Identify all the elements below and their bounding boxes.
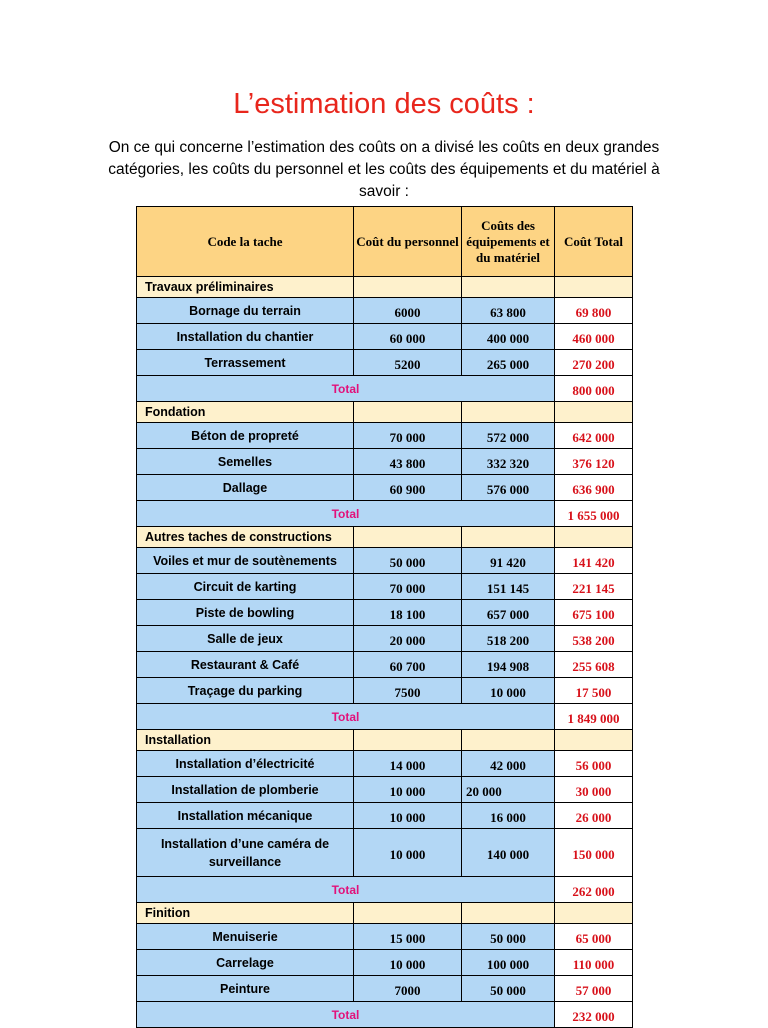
task-name: Salle de jeux [137,626,354,652]
table-row [137,829,633,877]
row-total-cost: 255 608 [555,652,633,678]
row-total-cost: 150 000 [555,829,633,877]
task-name: Béton de propreté [137,423,354,449]
row-total-cost: 30 000 [555,777,633,803]
task-name: Installation d’une caméra de surveillance [137,829,354,877]
equipment-cost: 10 000 [462,678,555,704]
personnel-cost: 70 000 [354,423,462,449]
table-row [137,678,633,704]
equipment-cost: 91 420 [462,548,555,574]
section-name: Installation [137,730,354,751]
empty-cell [555,527,633,548]
empty-cell [462,527,555,548]
empty-cell [462,730,555,751]
empty-cell [555,903,633,924]
cost-estimation-table [136,206,633,1028]
section-total-value: 1 655 000 [555,501,633,527]
table-row [137,548,633,574]
task-name: Installation de plomberie [137,777,354,803]
equipment-cost: 42 000 [462,751,555,777]
equipment-cost: 140 000 [462,829,555,877]
task-name: Terrassement [137,350,354,376]
equipment-cost: 20 000 [462,777,555,803]
section-total-row [137,877,633,903]
empty-cell [462,402,555,423]
personnel-cost: 6000 [354,298,462,324]
equipment-cost: 50 000 [462,976,555,1002]
row-total-cost: 642 000 [555,423,633,449]
task-name: Semelles [137,449,354,475]
row-total-cost: 56 000 [555,751,633,777]
section-row [137,527,633,548]
equipment-cost: 400 000 [462,324,555,350]
empty-cell [354,277,462,298]
row-total-cost: 270 200 [555,350,633,376]
table-row [137,777,633,803]
table-row [137,924,633,950]
task-name: Traçage du parking [137,678,354,704]
personnel-cost: 18 100 [354,600,462,626]
section-total-row [137,704,633,730]
table-row [137,475,633,501]
header-total: Coût Total [555,207,633,277]
table-row [137,600,633,626]
task-name: Piste de bowling [137,600,354,626]
equipment-cost: 50 000 [462,924,555,950]
row-total-cost: 141 420 [555,548,633,574]
row-total-cost: 460 000 [555,324,633,350]
personnel-cost: 10 000 [354,803,462,829]
equipment-cost: 518 200 [462,626,555,652]
row-total-cost: 221 145 [555,574,633,600]
task-name: Installation mécanique [137,803,354,829]
task-name: Circuit de karting [137,574,354,600]
task-name: Dallage [137,475,354,501]
row-total-cost: 376 120 [555,449,633,475]
table-header-row [137,207,633,277]
task-name: Peinture [137,976,354,1002]
table-row [137,751,633,777]
personnel-cost: 14 000 [354,751,462,777]
total-label: Total [137,877,555,903]
row-total-cost: 636 900 [555,475,633,501]
personnel-cost: 60 700 [354,652,462,678]
table-row [137,324,633,350]
task-name: Installation d’électricité [137,751,354,777]
task-name: Menuiserie [137,924,354,950]
personnel-cost: 10 000 [354,950,462,976]
table-row [137,652,633,678]
equipment-cost: 572 000 [462,423,555,449]
row-total-cost: 69 800 [555,298,633,324]
section-total-value: 800 000 [555,376,633,402]
personnel-cost: 7000 [354,976,462,1002]
personnel-cost: 10 000 [354,829,462,877]
personnel-cost: 60 000 [354,324,462,350]
personnel-cost: 10 000 [354,777,462,803]
total-label: Total [137,376,555,402]
personnel-cost: 70 000 [354,574,462,600]
personnel-cost: 60 900 [354,475,462,501]
table-row [137,950,633,976]
table-row [137,803,633,829]
personnel-cost: 20 000 [354,626,462,652]
section-name: Autres taches de constructions [137,527,354,548]
empty-cell [462,903,555,924]
section-total-value: 232 000 [555,1002,633,1028]
task-name: Restaurant & Café [137,652,354,678]
row-total-cost: 17 500 [555,678,633,704]
table-row [137,626,633,652]
section-name: Fondation [137,402,354,423]
total-label: Total [137,1002,555,1028]
equipment-cost: 100 000 [462,950,555,976]
intro-paragraph: On ce qui concerne l’estimation des coûts on a divisé les coûts en deux grandes catégories, les coûts du personnel et les coûts des équipements et du matériel à savoir : [108,139,660,200]
table-row [137,298,633,324]
table-row [137,423,633,449]
personnel-cost: 50 000 [354,548,462,574]
empty-cell [354,730,462,751]
equipment-cost: 576 000 [462,475,555,501]
row-total-cost: 110 000 [555,950,633,976]
row-total-cost: 538 200 [555,626,633,652]
equipment-cost: 332 320 [462,449,555,475]
section-row [137,402,633,423]
equipment-cost: 657 000 [462,600,555,626]
total-label: Total [137,501,555,527]
table-row [137,574,633,600]
task-name: Voiles et mur de soutènements [137,548,354,574]
equipment-cost: 16 000 [462,803,555,829]
task-name: Installation du chantier [137,324,354,350]
table-row [137,350,633,376]
empty-cell [354,402,462,423]
section-total-row [137,501,633,527]
row-total-cost: 65 000 [555,924,633,950]
header-personnel: Coût du personnel [354,207,462,277]
table-row [137,976,633,1002]
section-name: Finition [137,903,354,924]
task-name: Carrelage [137,950,354,976]
equipment-cost: 63 800 [462,298,555,324]
empty-cell [555,277,633,298]
empty-cell [462,277,555,298]
page-title: L’estimation des coûts : [233,88,535,120]
total-label: Total [137,704,555,730]
section-total-row [137,376,633,402]
header-code: Code la tache [137,207,354,277]
header-equipements: Coûts des équipements et du matériel [462,207,555,277]
task-name: Bornage du terrain [137,298,354,324]
empty-cell [555,730,633,751]
equipment-cost: 265 000 [462,350,555,376]
equipment-cost: 151 145 [462,574,555,600]
personnel-cost: 43 800 [354,449,462,475]
empty-cell [555,402,633,423]
section-row [137,277,633,298]
personnel-cost: 7500 [354,678,462,704]
equipment-cost: 194 908 [462,652,555,678]
row-total-cost: 57 000 [555,976,633,1002]
section-total-value: 1 849 000 [555,704,633,730]
table-row [137,449,633,475]
section-row [137,903,633,924]
empty-cell [354,903,462,924]
row-total-cost: 26 000 [555,803,633,829]
row-total-cost: 675 100 [555,600,633,626]
personnel-cost: 15 000 [354,924,462,950]
section-row [137,730,633,751]
empty-cell [354,527,462,548]
section-total-value: 262 000 [555,877,633,903]
personnel-cost: 5200 [354,350,462,376]
section-name: Travaux préliminaires [137,277,354,298]
